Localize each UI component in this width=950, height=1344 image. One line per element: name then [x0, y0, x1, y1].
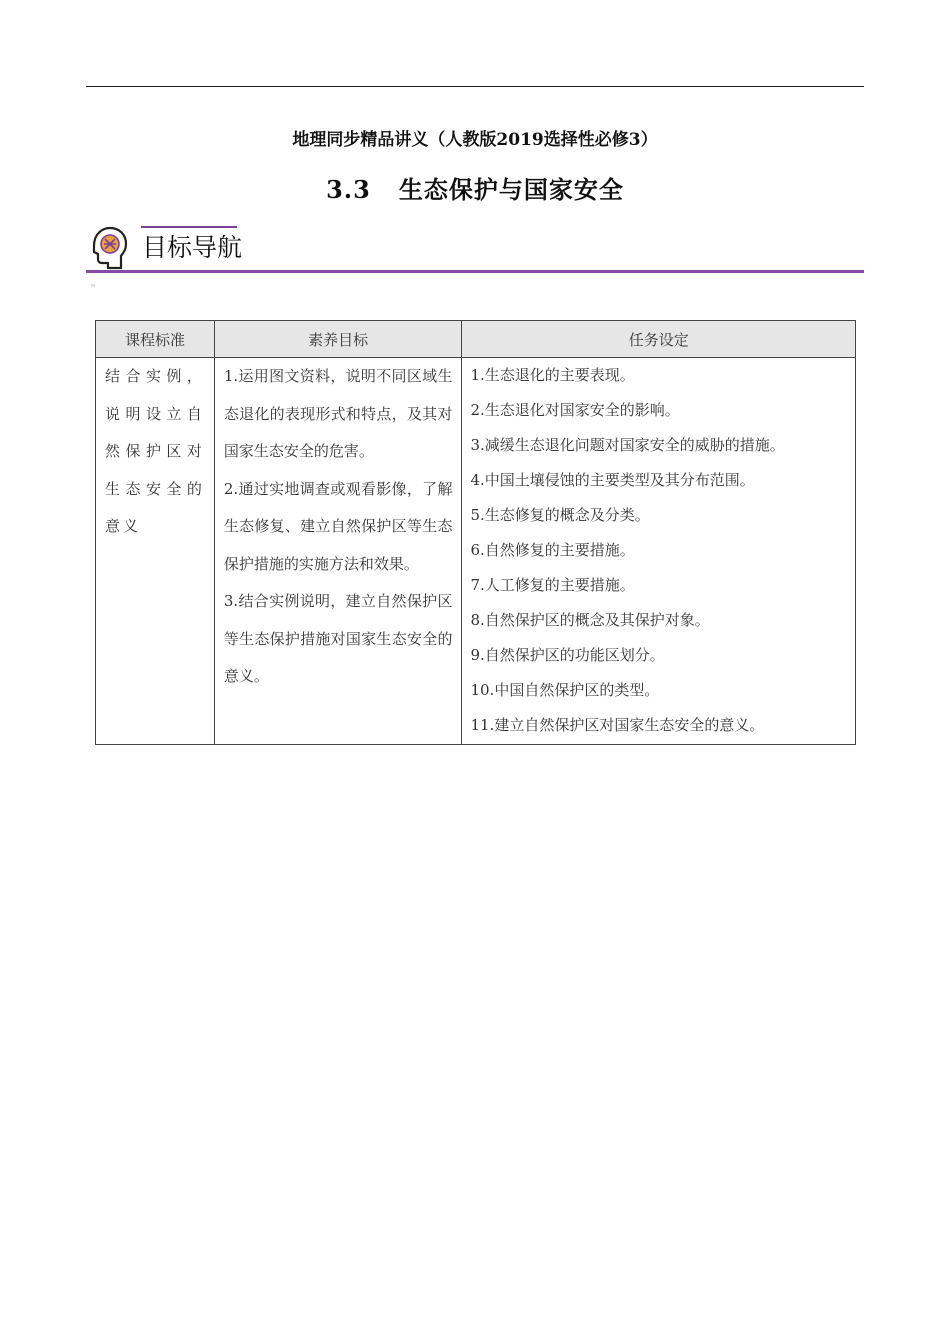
- column-header-tasks: 任务设定: [462, 321, 856, 358]
- goal-item: 3.结合实例说明，建立自然保护区等生态保护措施对国家生态安全的意义。: [223, 592, 453, 685]
- task-item: 9.自然保护区的功能区划分。: [470, 646, 665, 664]
- column-header-standard: 课程标准: [96, 321, 215, 358]
- lesson-title: 3.3 生态保护与国家安全: [326, 175, 624, 204]
- head-brain-icon: [88, 224, 130, 272]
- document-subtitle: 地理同步精品讲义（人教版2019选择性必修3）: [292, 130, 658, 150]
- header-rule: [86, 86, 864, 87]
- section-header: [86, 222, 864, 274]
- task-item: 6.自然修复的主要措施。: [470, 541, 635, 559]
- table-header-row: [96, 321, 856, 358]
- task-item: 2.生态退化对国家安全的影响。: [470, 401, 680, 419]
- goal-item: 2.通过实地调查或观看影像，了解生态修复、建立自然保护区等生态保护措施的实施方法和效果。: [223, 479, 453, 573]
- task-item: 10.中国自然保护区的类型。: [470, 681, 660, 699]
- task-item: 4.中国土壤侵蚀的主要类型及其分布范围。: [470, 471, 755, 489]
- task-list-cell: [462, 358, 856, 745]
- literacy-goals-cell: [214, 358, 462, 745]
- decorative-mark: ™: [90, 284, 96, 291]
- section-label: 目标导航: [142, 233, 243, 262]
- section-rule: [86, 270, 864, 273]
- goals-table: [95, 320, 856, 745]
- task-item: 11.建立自然保护区对国家生态安全的意义。: [470, 716, 765, 734]
- task-item: 3.减缓生态退化问题对国家安全的威胁的措施。: [470, 436, 785, 454]
- column-header-goals: 素养目标: [214, 321, 462, 358]
- curriculum-standard-cell: 结合实例，说明设立自然保护区对生态安全的意义: [96, 358, 215, 745]
- task-item: 5.生态修复的概念及分类。: [470, 506, 650, 524]
- task-item: 7.人工修复的主要措施。: [470, 576, 635, 594]
- goal-item: 1.运用图文资料，说明不同区域生态退化的表现形式和特点，及其对国家生态安全的危害。: [223, 367, 453, 460]
- task-item: 1.生态退化的主要表现。: [470, 366, 635, 384]
- table-row: [96, 358, 856, 745]
- task-item: 8.自然保护区的概念及其保护对象。: [470, 611, 710, 629]
